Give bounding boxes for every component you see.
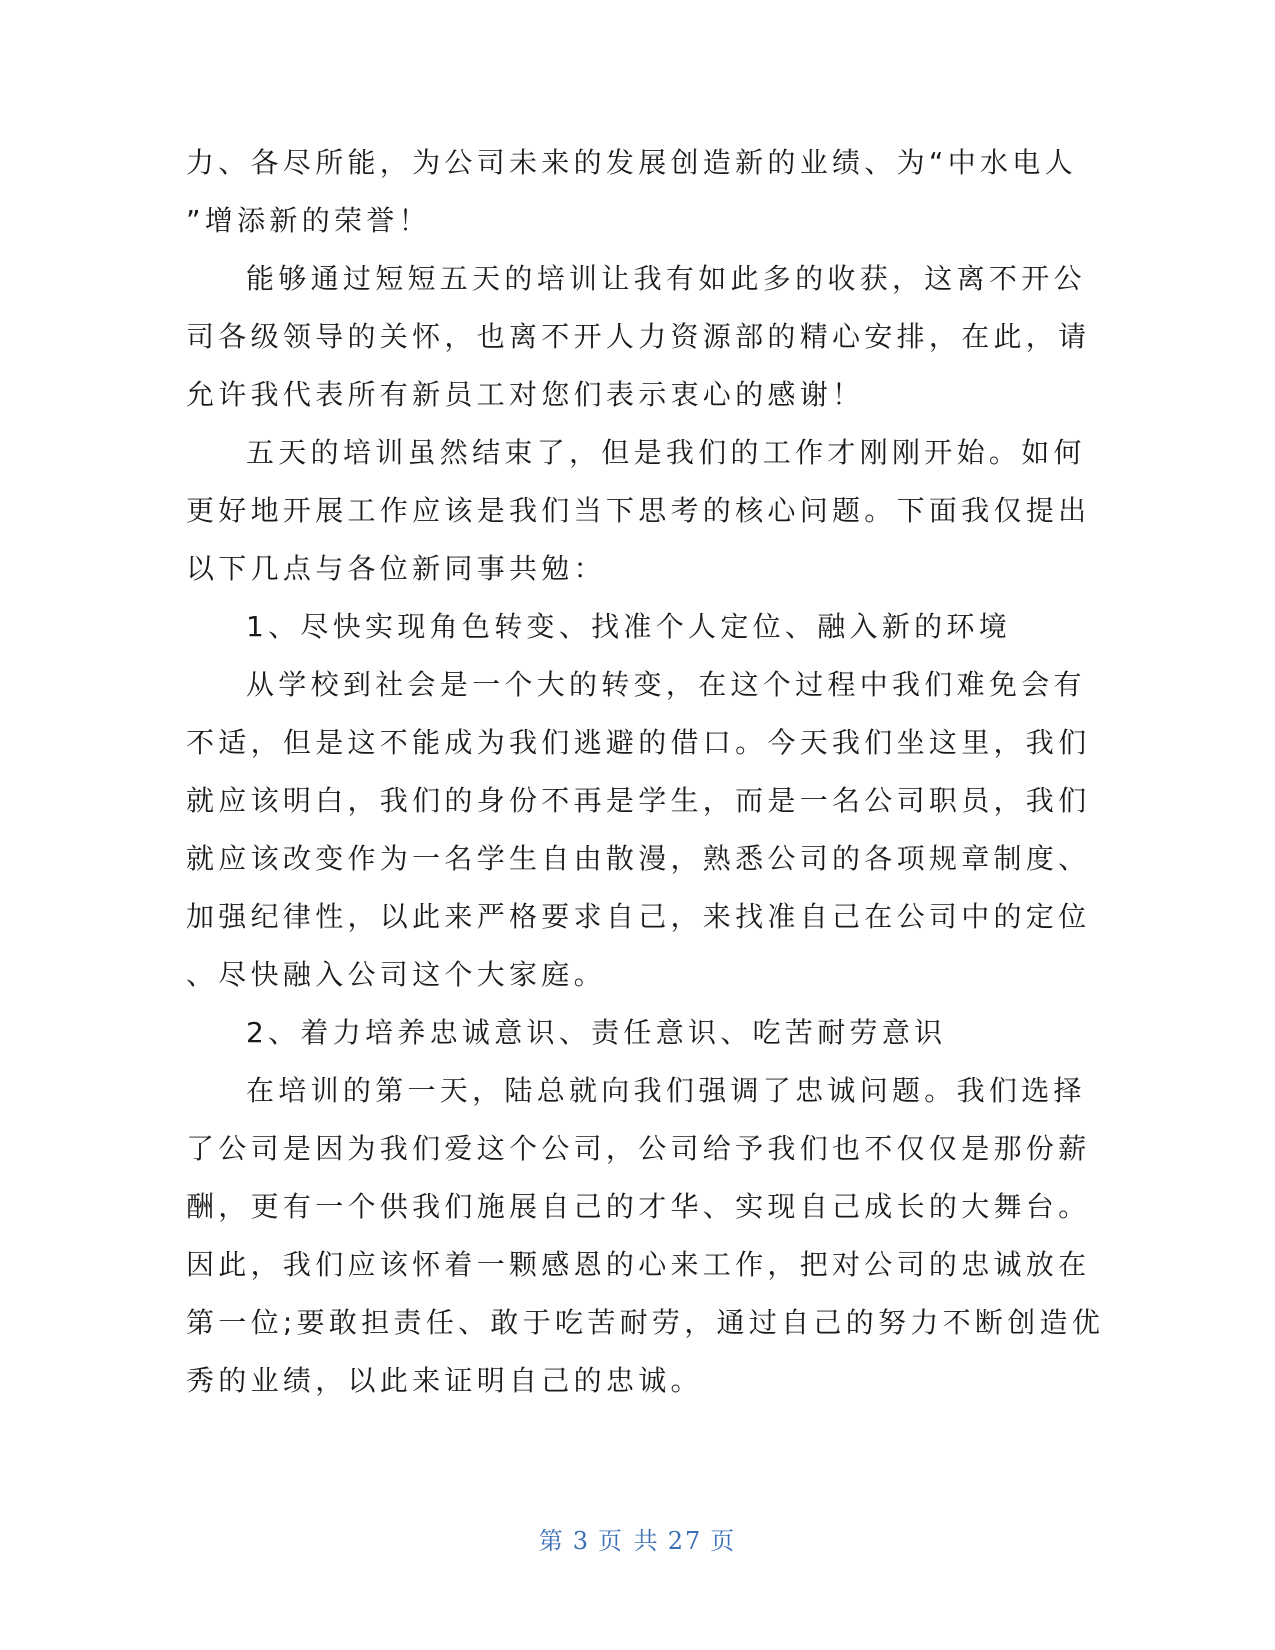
text-line: 秀的业绩，以此来证明自己的忠诚。 — [186, 1364, 703, 1397]
text-line: 不适，但是这不能成为我们逃避的借口。今天我们坐这里，我们 — [186, 726, 1091, 759]
text-line: 就应该改变作为一名学生自由散漫，熟悉公司的各项规章制度、 — [186, 842, 1091, 875]
total-pages-number: 27 — [667, 1527, 703, 1555]
text-line: 、尽快融入公司这个大家庭。 — [186, 958, 606, 991]
section-heading-2: 2、着力培养忠诚意识、责任意识、吃苦耐劳意识 — [246, 1016, 947, 1049]
paragraph-first-line: 在培训的第一天，陆总就向我们强调了忠诚问题。我们选择 — [246, 1074, 1086, 1107]
text-line: 就应该明白，我们的身份不再是学生，而是一名公司职员，我们 — [186, 784, 1091, 817]
text-line: 更好地开展工作应该是我们当下思考的核心问题。下面我仅提出 — [186, 494, 1091, 527]
text-line: 司各级领导的关怀，也离不开人力资源部的精心安排，在此，请 — [186, 320, 1091, 353]
text-line: ”增添新的荣誉！ — [186, 204, 431, 237]
paragraph-first-line: 五天的培训虽然结束了，但是我们的工作才刚刚开始。如何 — [246, 436, 1086, 469]
text-line: 以下几点与各位新同事共勉： — [186, 552, 606, 585]
current-page-number: 3 — [572, 1527, 591, 1555]
text-line: 允许我代表所有新员工对您们表示衷心的感谢！ — [186, 378, 865, 411]
page-number-footer — [0, 1521, 1275, 1556]
paragraph-first-line: 从学校到社会是一个大的转变，在这个过程中我们难免会有 — [246, 668, 1086, 701]
text-line: 加强纪律性，以此来严格要求自己，来找准自己在公司中的定位 — [186, 900, 1091, 933]
paragraph-first-line: 能够通过短短五天的培训让我有如此多的收获，这离不开公 — [246, 262, 1086, 295]
text-line: 因此，我们应该怀着一颗感恩的心来工作，把对公司的忠诚放在 — [186, 1248, 1091, 1281]
section-heading-1: 1、尽快实现角色转变、找准个人定位、融入新的环境 — [246, 610, 1012, 643]
text-line: 酬，更有一个供我们施展自己的才华、实现自己成长的大舞台。 — [186, 1190, 1091, 1223]
text-line: 了公司是因为我们爱这个公司，公司给予我们也不仅仅是那份薪 — [186, 1132, 1091, 1165]
text-line: 力、各尽所能，为公司未来的发展创造新的业绩、为“中水电人 — [186, 146, 1077, 179]
footer-prefix: 第 — [538, 1527, 565, 1555]
footer-suffix: 页 — [710, 1527, 737, 1555]
text-line: 第一位;要敢担责任、敢于吃苦耐劳，通过自己的努力不断创造优 — [186, 1306, 1105, 1339]
footer-middle: 页 共 — [598, 1527, 660, 1555]
